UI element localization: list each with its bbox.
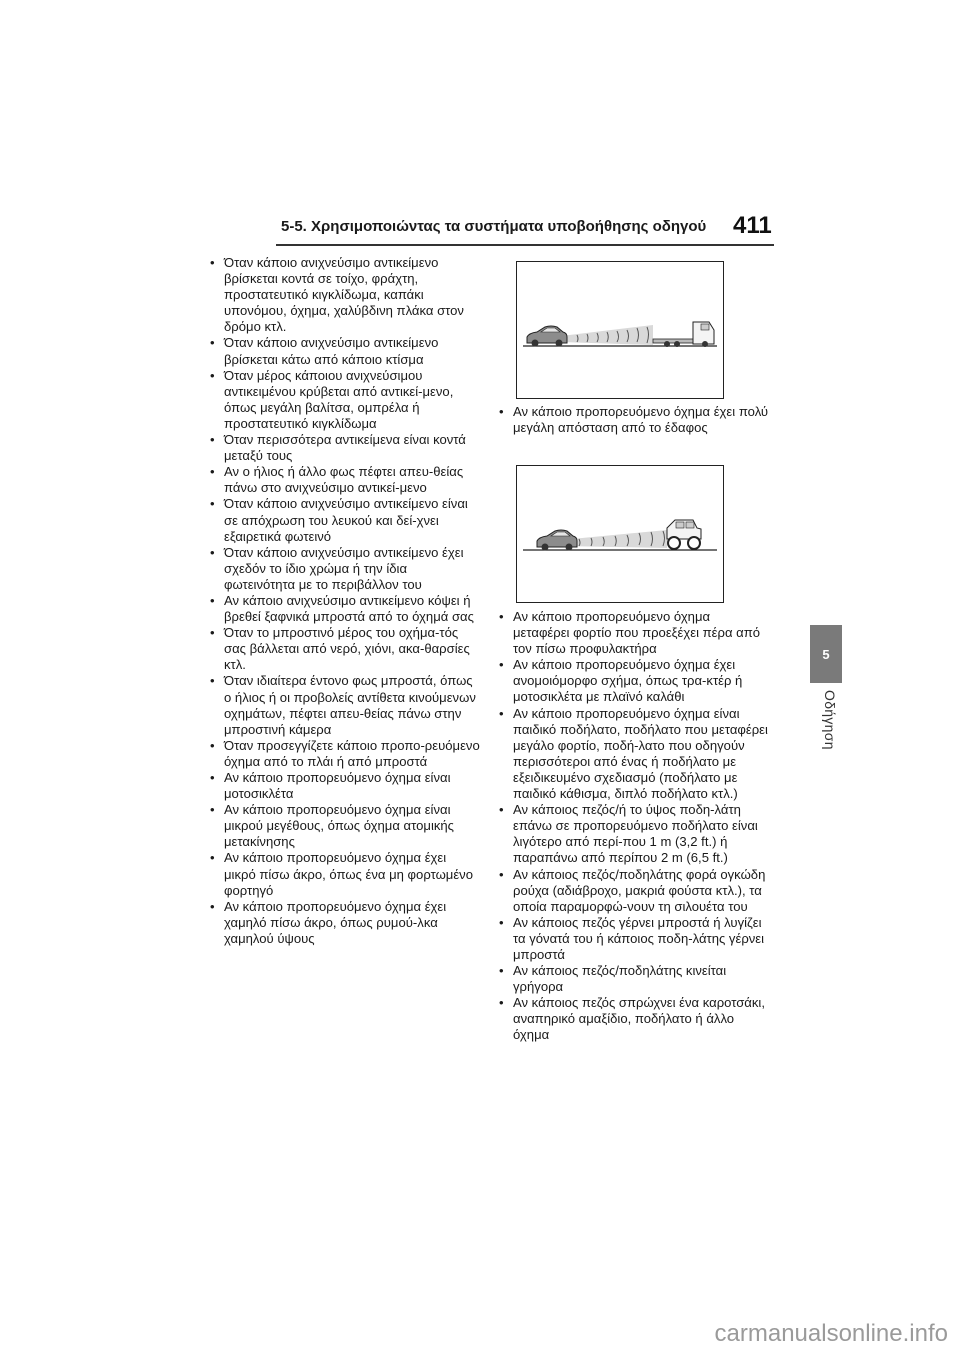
- chapter-tab: 5: [810, 625, 842, 683]
- list-item: • Αν κάποιο προπορευόμενο όχημα έχει ανομοιόμορφο σχήμα, όπως τρα-κτέρ ή μοτοσικλέτα με πλαϊνό καλάθι: [497, 657, 769, 705]
- list-item: • Όταν κάποιο ανιχνεύσιμο αντικείμενο βρίσκεται κοντά σε τοίχο, φράχτη, προστατευτικό κιγκλίδωμα, καπάκι υπονόμου, όχημα, χαλύβδινη πλάκα στον δρόμο κτλ.: [208, 255, 480, 335]
- list-item: • Αν κάποιο προπορευόμενο όχημα μεταφέρει φορτίο που προεξέχει πέρα από τον πίσω προφυλακτήρα: [497, 609, 769, 657]
- list-item: • Όταν κάποιο ανιχνεύσιμο αντικείμενο είναι σε απόχρωση του λευκού και δεί-χνει εξαιρετικά φωτεινό: [208, 496, 480, 544]
- left-column: [208, 255, 480, 947]
- car-sensing-low-trailer-truck-icon: [517, 262, 723, 398]
- list-item: • Αν κάποιο ανιχνεύσιμο αντικείμενο κόψει ή βρεθεί ξαφνικά μπροστά από το όχημά σας: [208, 593, 480, 625]
- list-item: • Όταν μέρος κάποιου ανιχνεύσιμου αντικειμένου κρύβεται από αντικεί-μενο, όπως μεγάλη βαλίτσα, ομπρέλα ή προστατευτικό κιγκλίδωμα: [208, 368, 480, 432]
- right-column-top: [497, 404, 769, 436]
- figure-high-clearance: [516, 465, 724, 603]
- list-item: • Όταν περισσότερα αντικείμενα είναι κοντά μεταξύ τους: [208, 432, 480, 464]
- list-item: • Όταν κάποιο ανιχνεύσιμο αντικείμενο βρίσκεται κάτω από κάποιο κτίσμα: [208, 335, 480, 367]
- list-item: • Αν κάποιο προπορευόμενο όχημα είναι παιδικό ποδήλατο, ποδήλατο που μεταφέρει μεγάλο φορτίο, ποδή-λατο που οδηγούν περισσότεροι από ένας ή ποδήλατο με εξειδικευμένο σχεδιασμό (ποδήλατο με παιδικό κάθισμα, διπλό ποδήλατο κτλ.): [497, 706, 769, 803]
- list-item: • Αν κάποιο προπορευόμενο όχημα έχει μικρό πίσω άκρο, όπως ένα μη φορτωμένο φορτηγό: [208, 850, 480, 898]
- list-item: • Όταν κάποιο ανιχνεύσιμο αντικείμενο έχει σχεδόν το ίδιο χρώμα ή την ίδια φωτεινότητα με το περιβάλλον του: [208, 545, 480, 593]
- list-item: • Αν κάποιος πεζός σπρώχνει ένα καροτσάκι, αναπηρικό αμαξίδιο, ποδήλατο ή άλλο όχημα: [497, 995, 769, 1043]
- list-item: • Αν κάποιο προπορευόμενο όχημα είναι μοτοσικλέτα: [208, 770, 480, 802]
- right-bullet-list-2: [497, 609, 769, 1044]
- list-item: • Αν κάποιος πεζός/ή το ύψος ποδη-λάτη επάνω σε προπορευόμενο ποδήλατο είναι λιγότερο από περί-που 1 m (3,2 ft.) ή παραπάνω από περίπου 2 m (6,5 ft.): [497, 802, 769, 866]
- header-title: 5-5. Χρησιμοποιώντας τα συστήματα υποβοήθησης οδηγού: [281, 218, 707, 235]
- page-number: 411: [733, 212, 772, 239]
- left-bullet-list: [208, 255, 480, 947]
- list-item: • Αν κάποιο προπορευόμενο όχημα είναι μικρού μεγέθους, όπως όχημα ατομικής μετακίνησης: [208, 802, 480, 850]
- list-item: • Αν κάποιο προπορευόμενο όχημα έχει πολύ μεγάλη απόσταση από το έδαφος: [497, 404, 769, 436]
- list-item: • Όταν το μπροστινό μέρος του οχήμα-τός σας βάλλεται από νερό, χιόνι, ακα-θαρσίες κτλ.: [208, 625, 480, 673]
- chapter-label: Οδήγηση: [822, 690, 838, 750]
- list-item: • Αν ο ήλιος ή άλλο φως πέφτει απευ-θείας πάνω στο ανιχνεύσιμο αντικεί-μενο: [208, 464, 480, 496]
- list-item: • Αν κάποιος πεζός/ποδηλάτης κινείται γρήγορα: [497, 963, 769, 995]
- right-bullet-list-1: [497, 404, 769, 436]
- list-item: • Αν κάποιο προπορευόμενο όχημα έχει χαμηλό πίσω άκρο, όπως ρυμού-λκα χαμηλού ύψους: [208, 899, 480, 947]
- list-item: • Αν κάποιος πεζός γέρνει μπροστά ή λυγίζει τα γόνατά του ή κάποιος ποδη-λάτης γέρνει μπροστά: [497, 915, 769, 963]
- figure-low-trailer: [516, 261, 724, 399]
- car-sensing-high-clearance-suv-icon: [517, 466, 723, 602]
- header-rule: [276, 244, 774, 246]
- watermark: carmanualsonline.info: [714, 1320, 948, 1347]
- right-column-bottom: [497, 609, 769, 1044]
- list-item: • Αν κάποιος πεζός/ποδηλάτης φορά ογκώδη ρούχα (αδιάβροχο, μακριά φούστα κτλ.), τα οποία παραμορφώ-νουν τη σιλουέτα του: [497, 867, 769, 915]
- list-item: • Όταν ιδιαίτερα έντονο φως μπροστά, όπως ο ήλιος ή οι προβολείς αντίθετα κινούμενων οχημάτων, πέφτει απευ-θείας πάνω στην μπροστινή κάμερα: [208, 673, 480, 737]
- list-item: • Όταν προσεγγίζετε κάποιο προπο-ρευόμενο όχημα από το πλάι ή από μπροστά: [208, 738, 480, 770]
